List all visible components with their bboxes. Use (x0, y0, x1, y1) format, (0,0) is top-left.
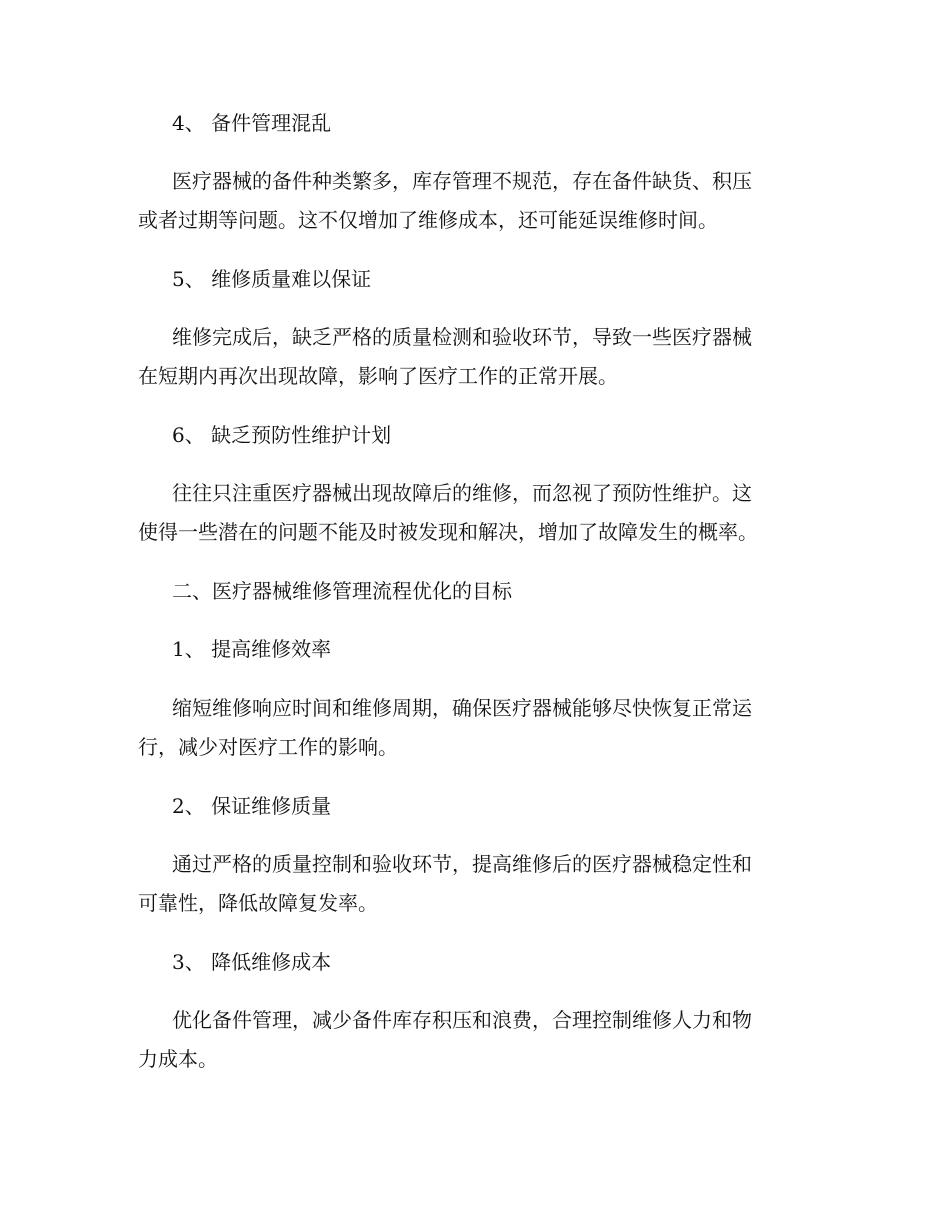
section-heading-6: 6、 缺乏预防性维护计划 (172, 423, 392, 447)
paragraph-line: 或者过期等问题。这不仅增加了维修成本，还可能延误维修时间。 (138, 208, 718, 232)
paragraph-line: 通过严格的质量控制和验收环节，提高维修后的医疗器械稳定性和 (172, 852, 752, 876)
paragraph-line: 力成本。 (138, 1047, 218, 1071)
paragraph-line: 在短期内再次出现故障，影响了医疗工作的正常开展。 (138, 364, 618, 388)
paragraph-line: 往往只注重医疗器械出现故障后的维修，而忽视了预防性维护。这 (172, 481, 752, 505)
section-heading-2: 2、 保证维修质量 (172, 794, 332, 818)
chapter-heading-2: 二、医疗器械维修管理流程优化的目标 (172, 579, 512, 603)
paragraph-line: 优化备件管理，减少备件库存积压和浪费，合理控制维修人力和物 (172, 1008, 752, 1032)
paragraph-line: 缩短维修响应时间和维修周期，确保医疗器械能够尽快恢复正常运 (172, 696, 752, 720)
paragraph-line: 使得一些潜在的问题不能及时被发现和解决，增加了故障发生的概率。 (138, 520, 758, 544)
section-heading-4: 4、 备件管理混乱 (172, 111, 332, 135)
paragraph-line: 行，减少对医疗工作的影响。 (138, 735, 398, 759)
paragraph-line: 维修完成后，缺乏严格的质量检测和验收环节，导致一些医疗器械 (172, 325, 752, 349)
section-heading-3: 3、 降低维修成本 (172, 950, 332, 974)
paragraph-line: 医疗器械的备件种类繁多，库存管理不规范，存在备件缺货、积压 (172, 169, 752, 193)
paragraph-line: 可靠性，降低故障复发率。 (138, 891, 378, 915)
section-heading-5: 5、 维修质量难以保证 (172, 267, 372, 291)
section-heading-1: 1、 提高维修效率 (172, 637, 332, 661)
